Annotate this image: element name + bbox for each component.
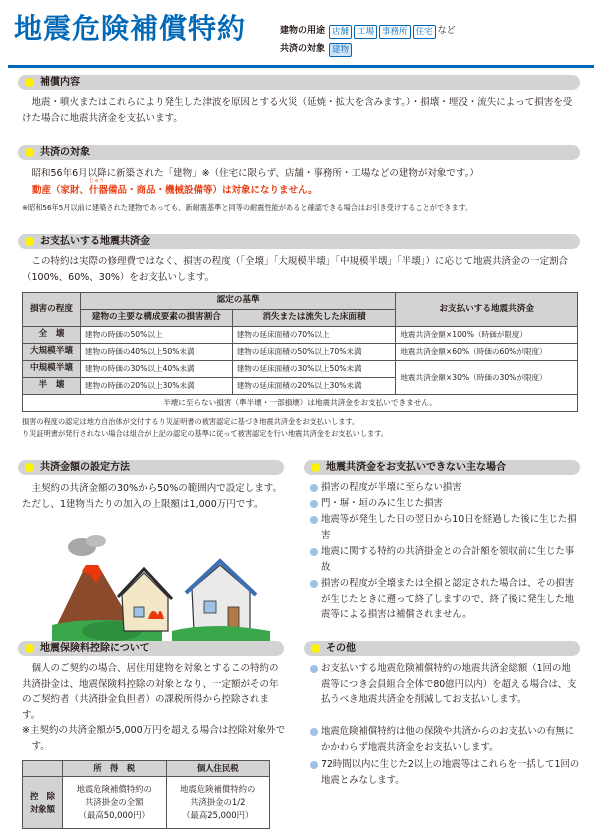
target-text: 昭和56年6月以降に新築された「建物」※（住宅に限らず、店舗・事務所・工場などの建物が対象です。） bbox=[31, 168, 479, 179]
earthquake-illustration bbox=[52, 535, 270, 643]
coverage-text: 地震・噴火またはこれらにより発生した津波を原因とする火災（延焼・拡大を含みます。）・損壊・埋没・流失によって損害を受けた場合に地震共済金を支払います。 bbox=[22, 97, 573, 124]
section-heading-payout: お支払いする地震共済金 bbox=[18, 234, 580, 249]
amount-text: 主契約の共済金額の30%から50%の範囲内で設定します。ただし、1建物当たりの加入の上限額は1,000万円です。 bbox=[22, 483, 282, 510]
deduction-table bbox=[22, 760, 270, 829]
list-item: 地震危険補償特約は他の保険や共済からのお支払いの有無にかかわらず地震共済金をお支払いします。 bbox=[310, 724, 580, 755]
section-heading-target: 共済の対象 bbox=[18, 145, 580, 160]
list-item: 損害の程度が半壊に至らない損害 bbox=[310, 480, 580, 496]
title-rule bbox=[8, 65, 594, 68]
bullet-icon bbox=[310, 580, 318, 588]
section-heading-amount: 共済金額の設定方法 bbox=[18, 460, 284, 475]
ruby-text: じゅう bbox=[89, 178, 105, 184]
section-heading-coverage: 補償内容 bbox=[18, 75, 580, 90]
heading-dot-icon bbox=[25, 237, 34, 246]
page-title: 地震危険補償特約 bbox=[14, 12, 247, 45]
table-row: 中規模半壊 建物の時価の30%以上40%未満 建物の延床面積の30%以上50%未満 地震共済金額×30%（時価の30%が限度） bbox=[23, 361, 578, 378]
use-suffix: など bbox=[437, 26, 456, 37]
bullet-icon bbox=[310, 548, 318, 556]
bullet-icon bbox=[310, 728, 318, 736]
table-footer: 半壊に至らない損害（準半壊・一部損壊）は地震共済金をお支払いできません。 bbox=[23, 395, 578, 412]
bullet-icon bbox=[310, 761, 318, 769]
table-row: 大規模半壊 建物の時価の40%以上50%未満 建物の延床面積の50%以上70%未満 地震共済金額×60%（時価の60%が限度） bbox=[23, 344, 578, 361]
heading-dot-icon bbox=[311, 463, 320, 472]
building-use-row bbox=[280, 25, 456, 39]
heading-dot-icon bbox=[25, 78, 34, 87]
heading-dot-icon bbox=[25, 463, 34, 472]
target-tag: 建物 bbox=[329, 43, 352, 57]
heading-dot-icon bbox=[25, 644, 34, 653]
col-floor: 消失または流失した床面積 bbox=[232, 310, 396, 327]
bullet-icon bbox=[310, 516, 318, 524]
target-note: ※昭和56年5月以前に建築された建物であっても、新耐震基準と同等の耐震性能があると確認できる場合はお引き受けすることができます。 bbox=[22, 203, 473, 212]
section-heading-other: その他 bbox=[304, 641, 580, 656]
payout-text: この特約は実際の修理費ではなく、損害の程度（「全壊」「大規模半壊」「中規模半壊」「半壊」）に応じて地震共済金の一定割合（100%、60%、30%）をお支払いします。 bbox=[22, 256, 569, 283]
bullet-icon bbox=[310, 665, 318, 673]
heading-dot-icon bbox=[311, 644, 320, 653]
bullet-icon bbox=[310, 500, 318, 508]
deduction-text: 個人のご契約の場合、居住用建物を対象とするこの特約の共済掛金は、地震保険料控除の対象となり、一定額がその年のご契約者（共済掛金負担者）の課税所得から控除されます。 bbox=[22, 663, 279, 721]
col-pay: お支払いする地震共済金 bbox=[396, 293, 578, 327]
col-criteria: 認定の基準 bbox=[80, 293, 395, 310]
table-note-2: り災証明書が発行されない場合は組合が上記の認定の基準に従って被害認定を行い地震共済金をお支払いします。 bbox=[22, 429, 388, 438]
table-note-1: 損害の程度の認定は地方自治体が交付するり災証明書の被害認定に基づき地震共済金をお支払いします。 bbox=[22, 417, 360, 426]
deduction-note: ※主契約の共済金額が5,000万円を超える場合は控除対象外です。 bbox=[22, 725, 286, 752]
table-row: 控 除 対象額 地震危険補償特約の 共済掛金の全額 （最高50,000円） 地震危険補償特約の 共済掛金の1/2 （最高25,000円） bbox=[23, 777, 270, 829]
list-item: 門・塀・垣のみに生じた損害 bbox=[310, 496, 580, 512]
use-tag: 事務所 bbox=[379, 25, 411, 39]
list-item: 地震に関する特約の共済掛金との合計額を領収前に生じた事故 bbox=[310, 544, 580, 575]
target-exclusion: 動産（家財、什器備品・商品・機械設備等）は対象になりません。 bbox=[32, 185, 318, 196]
list-item: 地震等が発生した日の翌日から10日を経過した後に生じた損害 bbox=[310, 512, 580, 543]
house-illustration bbox=[118, 561, 270, 643]
use-tag: 住宅 bbox=[413, 25, 436, 39]
section-heading-deduction: 地震保険料控除について bbox=[18, 641, 284, 656]
table-row: 全 壊 建物の時価の50%以上 建物の延床面積の70%以上 地震共済金額×100%（時価が限度） bbox=[23, 327, 578, 344]
table-row: 半 壊 建物の時価の20%以上30%未満 建物の延床面積の20%以上30%未満 bbox=[23, 378, 578, 395]
list-item: 損害の程度が全壊または全損と認定された場合は、その損害が生じたときに遡って終了しますので、終了後に発生した地震等による損害は補償されません。 bbox=[310, 576, 580, 623]
building-use-label: 建物の用途 bbox=[280, 26, 326, 37]
use-tag: 工場 bbox=[354, 25, 377, 39]
use-tag: 店舗 bbox=[329, 25, 352, 39]
section-heading-not-paid: 地震共済金をお支払いできない主な場合 bbox=[304, 460, 580, 475]
col-income-tax: 所 得 税 bbox=[63, 761, 167, 777]
list-item: お支払いする地震危険補償特約の地震共済金総額（1回の地震等につき会員組合全体で80億円以内）を超える場合は、支払うべき地震共済金を削減してお支払いします。 bbox=[310, 661, 580, 708]
list-item: 72時間以内に生じた2以上の地震等はこれらを一括して1回の地震とみなします。 bbox=[310, 757, 580, 788]
heading-dot-icon bbox=[25, 148, 34, 157]
col-resident-tax: 個人住民税 bbox=[166, 761, 270, 777]
bullet-icon bbox=[310, 484, 318, 492]
col-degree: 損害の程度 bbox=[23, 293, 81, 327]
col-main: 建物の主要な構成要素の損害割合 bbox=[80, 310, 232, 327]
damage-table bbox=[22, 292, 578, 412]
target-row bbox=[280, 43, 354, 57]
target-label: 共済の対象 bbox=[280, 44, 326, 55]
